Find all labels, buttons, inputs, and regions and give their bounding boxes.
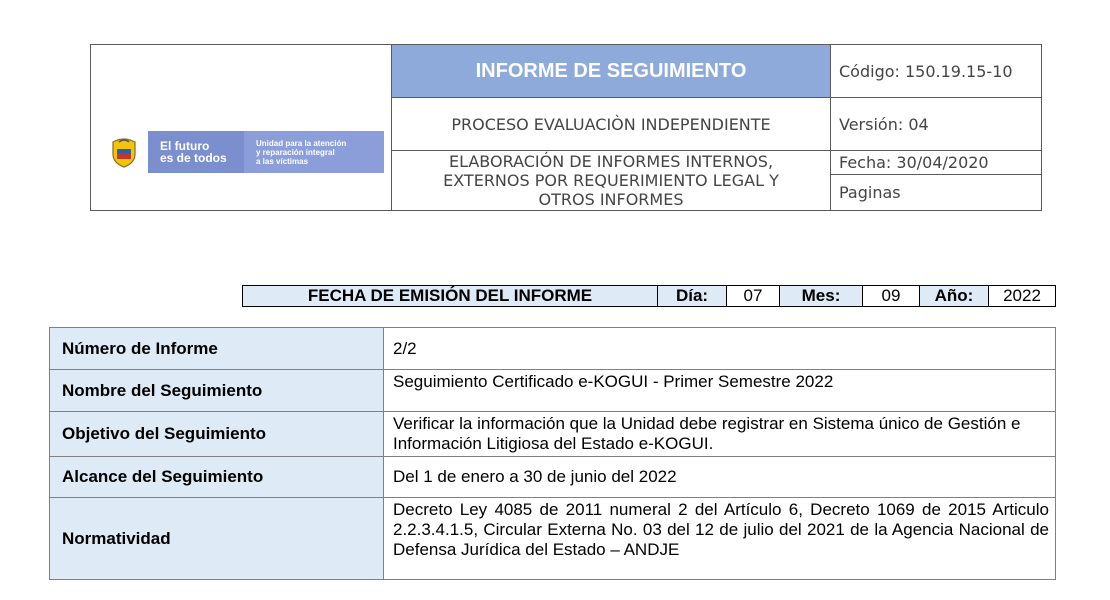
info-key: Objetivo del Seguimiento [50, 412, 384, 457]
brand-slogan [148, 131, 244, 173]
anio-value: 2022 [989, 286, 1056, 307]
unit-line-3: a las víctimas [256, 156, 309, 166]
version: Versión: 04 [831, 98, 1042, 151]
info-value: Decreto Ley 4085 de 2011 numeral 2 del Artículo 6, Decreto 1069 de 2015 Articulo 2.2.3.4.1.5, Circular Externa No. 03 del 12 de julio del 2021 de la Agencia Nacional de Defensa Jurídica del Estado – ANDJE [384, 498, 1056, 580]
document-header [90, 44, 1042, 211]
info-key: Número de Informe [50, 328, 384, 370]
elaboracion-line-3: OTROS INFORMES [538, 190, 684, 209]
table-row [50, 370, 1056, 412]
table-row [50, 457, 1056, 498]
mes-value: 09 [863, 286, 920, 307]
brand-line-1: El futuro [160, 139, 210, 153]
anio-label: Año: [920, 286, 989, 307]
info-value: Seguimiento Certificado e-KOGUI - Primer Semestre 2022 [384, 370, 1056, 412]
fecha-emision [242, 285, 1056, 307]
info-key: Normatividad [50, 498, 384, 580]
info-value: 2/2 [384, 328, 1056, 370]
unit-line-1: Unidad para la atención [256, 138, 347, 148]
institution-logo [100, 131, 384, 173]
dia-label: Día: [658, 286, 727, 307]
table-row [50, 498, 1056, 580]
emision-label: FECHA DE EMISIÓN DEL INFORME [243, 286, 658, 307]
brand-line-2: es de todos [160, 151, 227, 165]
info-value: Del 1 de enero a 30 de junio del 2022 [384, 457, 1056, 498]
proceso: PROCESO EVALUACIÒN INDEPENDIENTE [392, 98, 831, 151]
table-row [50, 328, 1056, 370]
paginas: Paginas [831, 175, 1042, 211]
elaboracion [392, 151, 831, 211]
fecha: Fecha: 30/04/2020 [831, 151, 1042, 175]
info-key: Alcance del Seguimiento [50, 457, 384, 498]
info-value: Verificar la información que la Unidad debe registrar en Sistema único de Gestión e Información Litigiosa del Estado e-KOGUI. [384, 412, 1056, 457]
unit-name [244, 131, 384, 173]
logo-cell [91, 45, 392, 211]
unit-line-2: y reparación integral [256, 147, 335, 157]
elaboracion-line-2: EXTERNOS POR REQUERIMIENTO LEGAL Y [443, 171, 779, 190]
mes-label: Mes: [780, 286, 863, 307]
table-row [50, 412, 1056, 457]
codigo: Código: 150.19.15-10 [831, 45, 1042, 98]
info-key: Nombre del Seguimiento [50, 370, 384, 412]
coat-of-arms-icon [100, 131, 148, 173]
elaboracion-line-1: ELABORACIÓN DE INFORMES INTERNOS, [448, 152, 774, 171]
dia-value: 07 [727, 286, 780, 307]
info-table [49, 327, 1056, 580]
document-title: INFORME DE SEGUIMIENTO [392, 45, 831, 98]
